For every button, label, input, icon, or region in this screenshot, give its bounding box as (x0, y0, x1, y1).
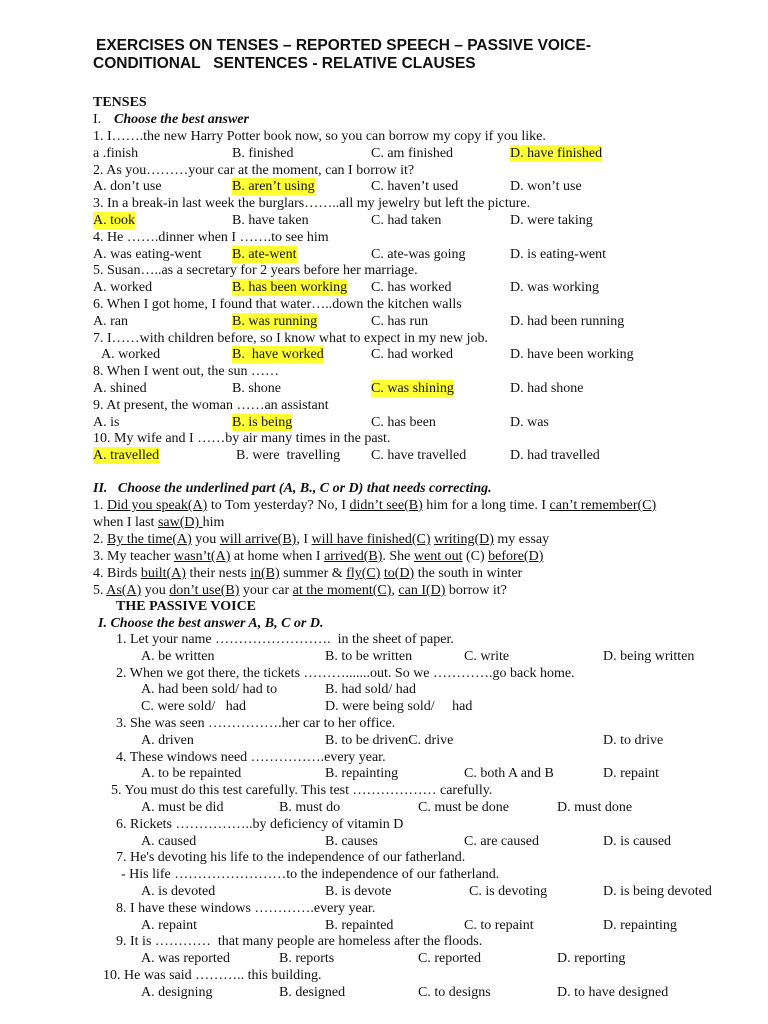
question-text: 9. At present, the woman ……an assistant (93, 397, 329, 413)
passive-instruction: I. Choose the best answer A, B, C or D. (98, 616, 324, 631)
answer-option: D. repainting (603, 917, 677, 933)
question-text: 2. When we got there, the tickets ……….......out. So we ………….go back home. (116, 665, 575, 681)
answer-option: C. haven’t used (371, 179, 459, 195)
answer-option: C. ate-was going (371, 246, 466, 262)
correction-heading-line (0, 480, 768, 497)
answer-option: C. has run (371, 313, 429, 329)
sentence-text (93, 548, 543, 565)
sentence-fragment: . She (382, 549, 414, 564)
answer-option: A. took (93, 213, 135, 228)
answer-option: A. caused (141, 833, 197, 849)
answer-option: B. has been working (232, 280, 348, 296)
tenses-heading-line (0, 94, 768, 111)
underlined-part: can I(D) (398, 583, 446, 598)
answer-option: B. repainting (325, 766, 399, 782)
answer-option: A. shined (93, 381, 147, 396)
question-text: 10. He was said ……….. this building. (103, 968, 322, 983)
part-number: I. (93, 112, 112, 127)
sentence-fragment: 3. My teacher (93, 549, 174, 564)
underlined-part: went out (413, 549, 463, 564)
sentence-fragment: at home when I (230, 549, 325, 564)
underlined-part: By the time(A) (107, 532, 192, 547)
tenses-question (0, 397, 768, 414)
sentence-fragment: you (141, 583, 170, 598)
underlined-part: will have finished(C) (311, 532, 431, 547)
passive-question (0, 749, 768, 766)
sentence-text (93, 514, 224, 531)
sentence-fragment: you (191, 532, 220, 547)
answer-option: D. was working (510, 280, 600, 296)
question-text: 4. These windows need …………….every year. (116, 749, 386, 765)
underlined-part: don’t use(B) (169, 583, 240, 598)
underlined-part: built(A) (140, 566, 186, 581)
question-text: 7. I……with children before, so I know what to expect in my new job. (93, 330, 489, 346)
underlined-part: arrived(B) (324, 549, 383, 564)
tenses-options (0, 178, 768, 195)
sentence-fragment: summer & (279, 566, 347, 581)
passive-options (0, 765, 768, 782)
answer-option: D. had shone (510, 381, 584, 396)
passive-options (0, 984, 768, 1001)
answer-option: A. worked (93, 280, 153, 296)
passive-options (0, 681, 768, 698)
answer-option: B. were travelling (236, 448, 341, 464)
answer-option: C. are caused (464, 833, 540, 849)
answer-option: A. travelled (93, 448, 160, 464)
answer-option: B. is being (232, 414, 293, 430)
answer-option: A. was eating-went (93, 246, 202, 262)
answer-option: C. had worked (371, 347, 454, 363)
answer-option: B. designed (279, 984, 346, 1000)
answer-option: B. had sold/ had (325, 682, 416, 698)
question-text: 6. When I got home, I found that water…..down the kitchen walls (93, 297, 462, 312)
tenses-question (0, 363, 768, 380)
answer-option: B. to be written (325, 648, 413, 664)
sentence-fragment: 2. (93, 532, 107, 547)
title-line-1: EXERCISES ON TENSES – REPORTED SPEECH – PASSIVE VOICE- (96, 37, 591, 54)
answer-option: A. designing (141, 984, 213, 1000)
answer-option: B. aren’t using (232, 179, 315, 195)
correction-sentence (0, 514, 768, 531)
underlined-part: will arrive(B) (219, 532, 297, 547)
underlined-part: before(D) (488, 549, 544, 564)
answer-option: B. to be drivenC. drive (325, 732, 454, 748)
tenses-question (0, 330, 768, 347)
passive-options (0, 917, 768, 934)
question-text: 2. As you………your car at the moment, can I borrow it? (93, 162, 415, 178)
underlined-part: at the moment(C) (292, 583, 392, 598)
passive-question (0, 715, 768, 732)
answer-option: A. to be repainted (141, 766, 242, 782)
answer-option: A. ran (93, 313, 128, 329)
answer-option: D. is being devoted (603, 884, 712, 899)
sentence-text (93, 531, 549, 548)
question-text: 4. He …….dinner when I …….to see him (93, 229, 329, 245)
answer-option: C. reported (418, 951, 481, 967)
answer-option: B. have taken (232, 213, 309, 228)
passive-options (0, 799, 768, 816)
underlined-part: Did you speak(A) (107, 498, 208, 513)
sentence-fragment: the south in winter (414, 566, 523, 581)
answer-option: A. is (93, 414, 120, 430)
underlined-part: wasn’t(A) (173, 549, 231, 564)
tenses-options (0, 145, 768, 162)
answer-option: C. had taken (371, 213, 442, 228)
answer-option: C. both A and B (464, 766, 554, 782)
sentence-text (93, 565, 522, 582)
question-text: 5. You must do this test carefully. This test ……………… carefully. (111, 783, 493, 799)
answer-option: D. have finished (510, 145, 603, 161)
sentence-fragment: my essay (493, 532, 550, 547)
underlined-part: in(B) (250, 566, 280, 581)
sentence-fragment: their nests (185, 566, 251, 581)
answer-option: C. must be done (418, 800, 509, 815)
answer-option: D. have been working (510, 347, 634, 363)
sentence-fragment: to Tom yesterday? No, I (207, 498, 350, 513)
answer-option: B. shone (232, 381, 281, 396)
answer-option: A. worked (101, 347, 161, 363)
sentence-fragment: when I last (93, 515, 158, 530)
tenses-instruction-line (0, 111, 768, 128)
correction-sentence (0, 582, 768, 599)
question-text: 5. Susan…..as a secretary for 2 years before her marriage. (93, 263, 418, 279)
answer-option: B. reports (279, 951, 335, 967)
passive-question (0, 631, 768, 648)
question-text: 3. In a break-in last week the burglars……..all my jewelry but left the picture. (93, 196, 531, 212)
answer-option: C. write (464, 648, 510, 664)
passive-question (0, 782, 768, 799)
answer-option: D. to have designed (557, 984, 669, 1000)
passive-options (0, 883, 768, 900)
tenses-question (0, 296, 768, 313)
passive-question (0, 933, 768, 950)
answer-option: D. reporting (557, 951, 626, 967)
answer-option: B. causes (325, 833, 378, 849)
passive-options (0, 698, 768, 715)
passive-question (0, 816, 768, 833)
answer-option: C. has worked (371, 280, 452, 296)
sentence-text (93, 582, 507, 599)
question-text: 8. When I went out, the sun …… (93, 364, 279, 380)
passive-question (0, 849, 768, 866)
sentence-fragment: 5. (93, 583, 107, 598)
sentence-fragment: (C) (462, 549, 489, 564)
question-text: 1. Let your name ……………………. in the sheet of paper. (116, 632, 454, 647)
correction-heading: II. Choose the underlined part (A, B., C or D) that needs correcting. (93, 481, 492, 496)
answer-option: C. is devoting (469, 884, 548, 899)
correction-sentence (0, 548, 768, 565)
title-line-2: CONDITIONAL SENTENCES - RELATIVE CLAUSES (93, 55, 476, 72)
correction-sentence (0, 531, 768, 548)
answer-option: C. to repaint (464, 917, 534, 933)
passive-heading: THE PASSIVE VOICE (116, 599, 257, 614)
tenses-question (0, 229, 768, 246)
tenses-options (0, 380, 768, 397)
answer-option: A. be written (141, 648, 215, 664)
sentence-fragment: 4. Birds (93, 566, 141, 581)
question-text: 6. Rickets ……………..by deficiency of vitamin D (116, 816, 404, 832)
correction-sentence (0, 565, 768, 582)
passive-question (0, 665, 768, 682)
underlined-part: saw(D) (157, 515, 203, 530)
answer-option: C. have travelled (371, 448, 467, 464)
passive-instruction-line (0, 615, 768, 632)
answer-option: D. repaint (603, 766, 659, 782)
tenses-heading: TENSES (93, 95, 147, 110)
answer-option: D. were being sold/ had (325, 699, 473, 715)
passive-question (0, 866, 768, 883)
answer-option: A. don’t use (93, 179, 162, 195)
tenses-question (0, 128, 768, 145)
question-text: 10. My wife and I ……by air many times in the past. (93, 431, 391, 447)
answer-option: B. is devote (325, 884, 392, 899)
passive-options (0, 732, 768, 749)
question-text: 8. I have these windows ………….every year. (116, 900, 376, 916)
underlined-part: writing(D) (434, 532, 494, 547)
passive-heading-line (0, 598, 768, 615)
passive-options (0, 648, 768, 665)
answer-option: A. repaint (141, 917, 197, 933)
answer-option: A. must be did (141, 800, 224, 815)
sentence-fragment: him (202, 515, 225, 530)
underlined-part: didn’t see(B) (349, 498, 423, 513)
answer-option: B. repainted (325, 917, 394, 933)
underlined-part: As(A) (106, 583, 142, 598)
passive-options (0, 833, 768, 850)
answer-option: D. is eating-went (510, 246, 607, 262)
sentence-fragment: your car (239, 583, 293, 598)
underlined-part: to(D) (383, 566, 415, 581)
tenses-instruction: Choose the best answer (114, 112, 249, 127)
answer-option: D. to drive (603, 732, 664, 748)
sentence-text (93, 497, 656, 514)
sentence-fragment: , (391, 583, 399, 598)
tenses-question (0, 195, 768, 212)
answer-option: C. has been (371, 414, 436, 430)
question-text: 9. It is ………… that many people are homeless after the floods. (116, 934, 483, 950)
answer-option: C. to designs (418, 984, 491, 1000)
answer-option: D. is caused (603, 833, 672, 849)
answer-option: D. were taking (510, 213, 593, 228)
answer-option: D. had travelled (510, 448, 600, 464)
sentence-fragment: borrow it? (445, 583, 507, 598)
passive-options (0, 950, 768, 967)
question-text: 3. She was seen …………….her car to her office. (116, 716, 396, 731)
underlined-part: can’t remember(C) (549, 498, 657, 513)
tenses-question (0, 430, 768, 447)
question-text: 7. He's devoting his life to the independence of our fatherland. (116, 850, 466, 866)
answer-option: B. finished (232, 145, 294, 161)
sentence-fragment: 1. (93, 498, 107, 513)
tenses-options (0, 414, 768, 431)
tenses-options (0, 246, 768, 263)
answer-option: C. were sold/ had (141, 699, 246, 715)
underlined-part: fly(C) (346, 566, 381, 581)
answer-option: B. must do (279, 800, 341, 815)
passive-question (0, 900, 768, 917)
answer-option: D. being written (603, 648, 695, 664)
tenses-options (0, 346, 768, 363)
answer-option: C. am finished (371, 145, 454, 161)
answer-option: D. had been running (510, 313, 625, 329)
tenses-options (0, 279, 768, 296)
question-text: - His life ……………………to the independence of our fatherland. (121, 867, 500, 883)
correction-sentence (0, 497, 768, 514)
tenses-options (0, 313, 768, 330)
answer-option: B. have worked (232, 347, 324, 363)
answer-option: A. had been sold/ had to (141, 682, 278, 698)
tenses-options (0, 447, 768, 464)
answer-option: A. is devoted (141, 884, 216, 899)
tenses-question (0, 162, 768, 179)
tenses-options (0, 212, 768, 229)
sentence-fragment: him for a long time. I (422, 498, 550, 513)
answer-option: B. was running (232, 313, 318, 329)
sentence-fragment: , I (296, 532, 312, 547)
tenses-question (0, 262, 768, 279)
answer-option: B. ate-went (232, 246, 297, 262)
answer-option: D. was (510, 414, 549, 430)
answer-option: a .finish (93, 145, 139, 161)
answer-option: A. driven (141, 732, 194, 748)
answer-option: D. won’t use (510, 179, 582, 195)
question-text: 1. I…….the new Harry Potter book now, so you can borrow my copy if you like. (93, 129, 546, 144)
answer-option: C. was shining (371, 381, 454, 396)
passive-question (0, 967, 768, 984)
answer-option: A. was reported (141, 951, 231, 967)
answer-option: D. must done (557, 800, 633, 815)
